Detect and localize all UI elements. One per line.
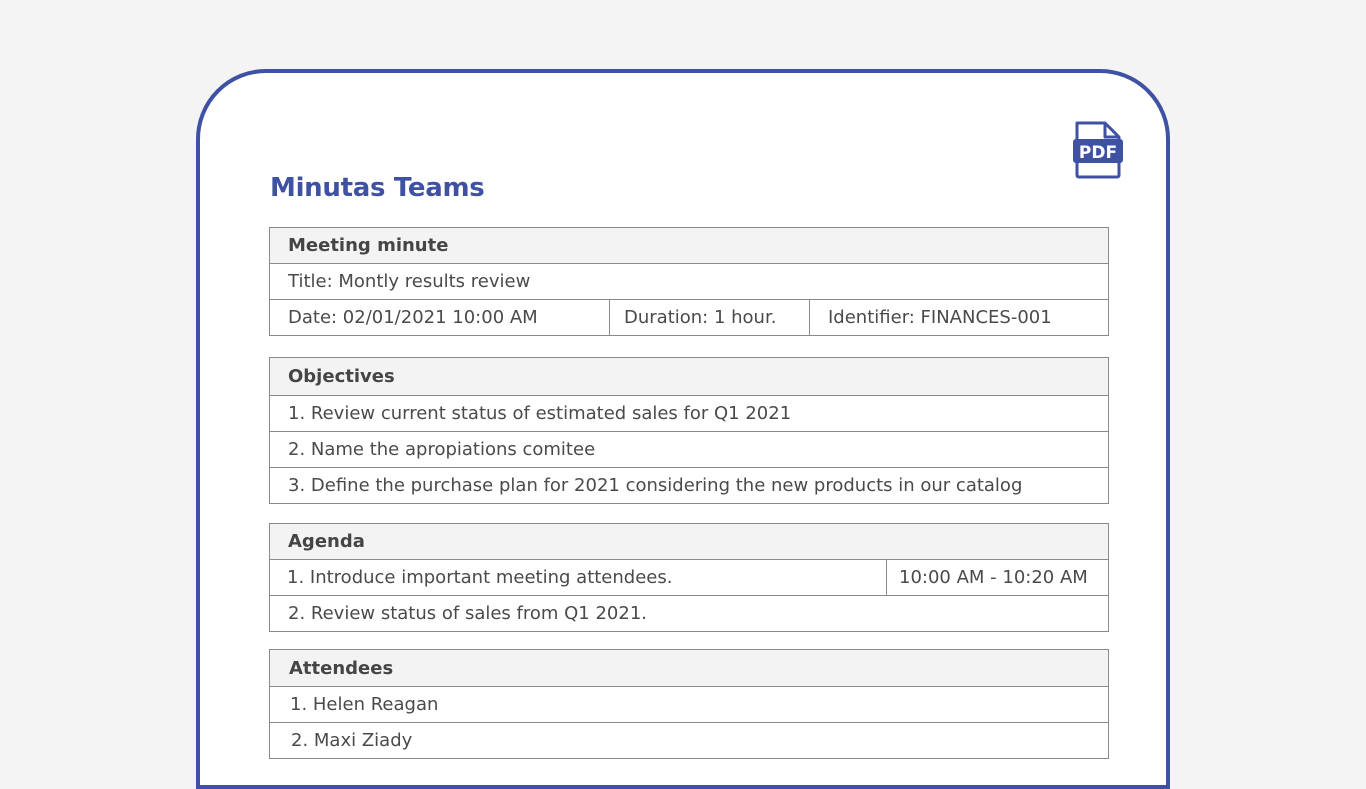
objective-item: 2. Name the apropiations comitee xyxy=(288,439,596,460)
objectives-header: Objectives xyxy=(288,366,395,387)
table-header-row xyxy=(270,524,1108,559)
meeting-minute-header: Meeting minute xyxy=(288,235,449,256)
attendees-header: Attendees xyxy=(289,657,394,679)
page-title: Minutas Teams xyxy=(270,173,485,203)
attendees-table xyxy=(269,649,1109,759)
agenda-table xyxy=(269,523,1109,632)
agenda-header: Agenda xyxy=(288,531,365,552)
table-row xyxy=(270,263,1108,299)
list-item xyxy=(270,467,1108,503)
objective-item: 1. Review current status of estimated sales for Q1 2021 xyxy=(288,403,792,424)
table-row xyxy=(270,559,1108,595)
pdf-export-button[interactable] xyxy=(1073,121,1125,179)
table-header-row xyxy=(270,228,1108,263)
agenda-item-time: 10:00 AM - 10:20 AM xyxy=(886,560,1108,595)
meeting-title: Title: Montly results review xyxy=(288,271,531,292)
table-header-row xyxy=(270,358,1108,395)
list-item xyxy=(270,686,1108,722)
objective-item: 3. Define the purchase plan for 2021 considering the new products in our catalog xyxy=(288,475,1023,496)
list-item xyxy=(270,722,1108,758)
meeting-date: Date: 02/01/2021 10:00 AM xyxy=(288,307,538,328)
meeting-identifier: Identifier: FINANCES-001 xyxy=(809,300,1108,335)
attendee-item: 1. Helen Reagan xyxy=(290,694,439,715)
agenda-item: 2. Review status of sales from Q1 2021. xyxy=(288,603,648,624)
list-item xyxy=(270,395,1108,431)
meeting-minute-table xyxy=(269,227,1109,336)
agenda-item: 1. Introduce important meeting attendees. xyxy=(287,567,673,588)
table-row xyxy=(270,595,1108,631)
table-header-row xyxy=(270,650,1108,686)
table-row xyxy=(270,299,1108,335)
pdf-label: PDF xyxy=(1078,143,1118,163)
meeting-duration: Duration: 1 hour. xyxy=(609,300,809,335)
list-item xyxy=(270,431,1108,467)
pdf-file-icon xyxy=(1073,121,1125,179)
attendee-item: 2. Maxi Ziady xyxy=(291,730,413,751)
objectives-table xyxy=(269,357,1109,504)
